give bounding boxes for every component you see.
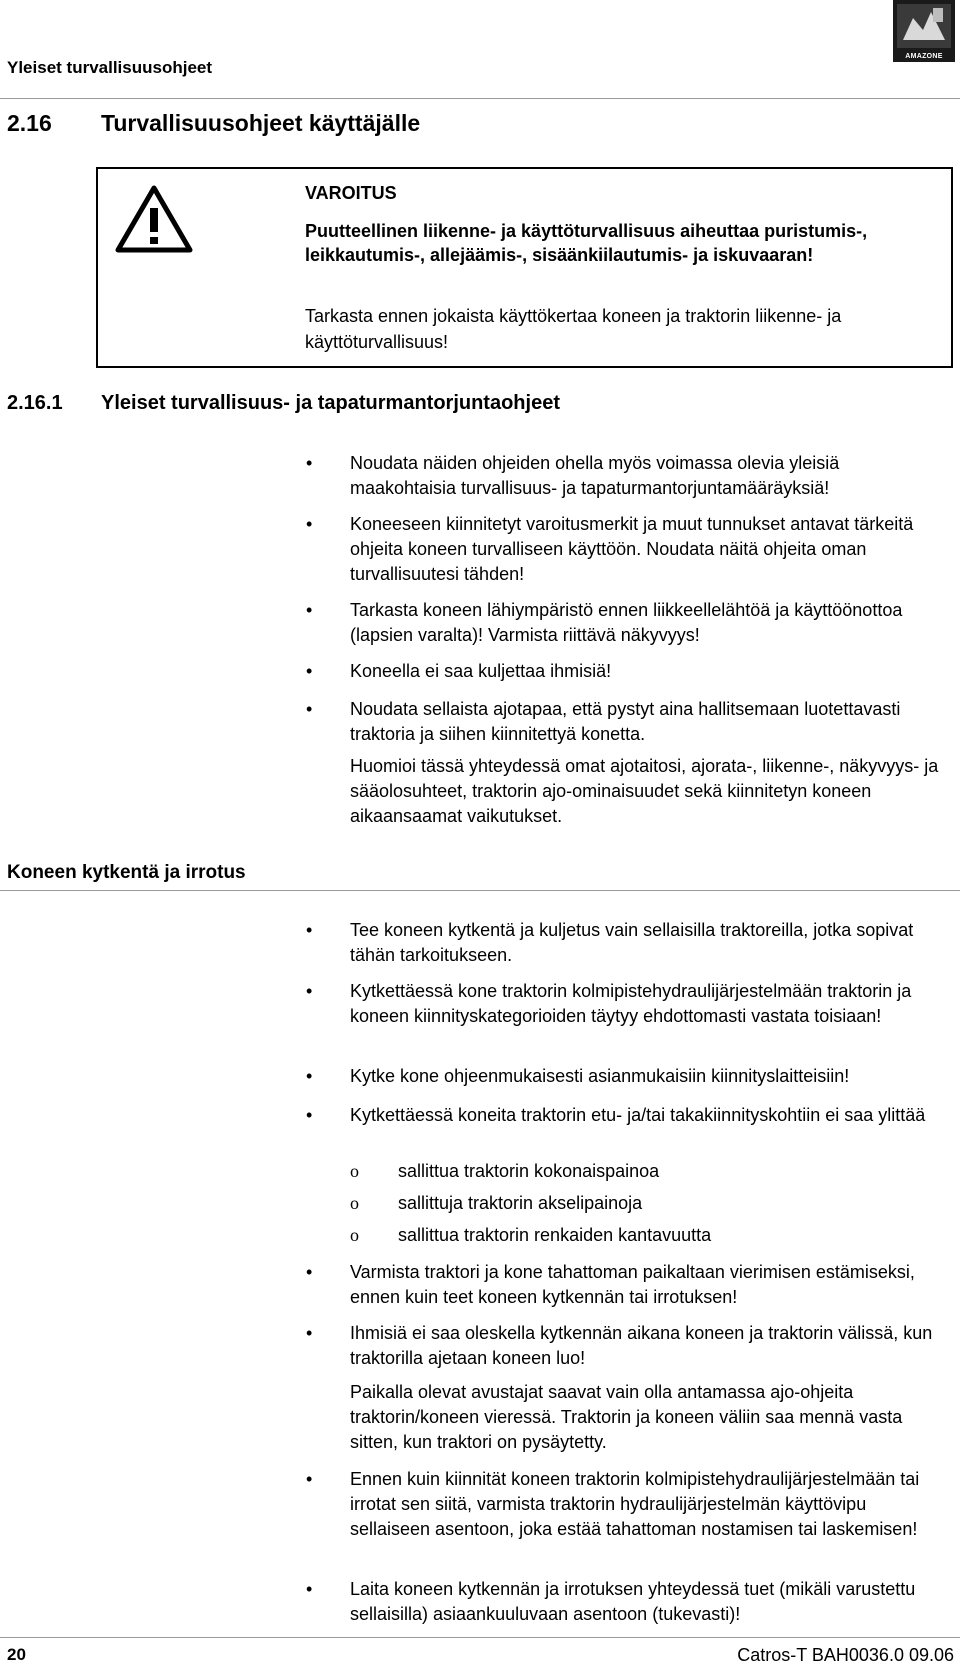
helpers-note: Paikalla olevat avustajat saavat vain olla antamassa ajo-ohjeita traktorin/koneen vieressä. Traktorin ja koneen väliin saa mennä vasta sitten, kun traktori on pysäytetty. bbox=[350, 1382, 903, 1452]
section-number: 2.16 bbox=[7, 110, 52, 136]
sub-list-item: o sallittuja traktorin akselipainoja bbox=[350, 1193, 643, 1213]
warning-hazard-text: Puutteellinen liikenne- ja käyttöturvallisuus aiheuttaa puristumis-, leikkautumis-, allejäämis-, sisäänkiilautumis- ja iskuvaaran! bbox=[305, 221, 868, 265]
sub-list-item: o sallittua traktorin renkaiden kantavuutta bbox=[350, 1225, 712, 1245]
list-item: • Varmista traktori ja kone tahattoman paikaltaan vierimisen estämiseksi, ennen kuin teet koneen kytkennän tai irrotuksen! bbox=[306, 1262, 915, 1307]
coupling-bullet-list bbox=[306, 1103, 950, 1128]
warning-triangle-icon bbox=[114, 182, 194, 254]
amazone-logo bbox=[893, 0, 955, 62]
warning-instruction-text: Tarkasta ennen jokaista käyttökertaa koneen ja traktorin liikenne- ja käyttöturvallisuus! bbox=[305, 306, 842, 352]
general-bullet-list bbox=[306, 598, 950, 648]
coupling-bullet-list bbox=[306, 918, 950, 968]
general-note: Huomioi tässä yhteydessä omat ajotaitosi, ajorata-, liikenne-, näkyvyys- ja sääolosuhteet, traktorin ajo-ominaisuudet sekä kiinnitetyn koneen aikaansaamat vaikutukset. bbox=[350, 756, 939, 826]
list-item: • Koneeseen kiinnitetyt varoitusmerkit ja muut tunnukset antavat tärkeitä ohjeita koneen turvalliseen käyttöön. Noudata näitä ohjeita oman turvallisuutesi tähden! bbox=[306, 514, 914, 584]
list-item: • Noudata sellaista ajotapaa, että pystyt aina hallitsemaan luotettavasti traktoria ja siihen kiinnitettyä konetta. bbox=[306, 699, 901, 744]
list-item: • Kytkettäessä kone traktorin kolmipistehydraulijärjestelmään traktorin ja koneen kiinnityskategorioiden täytyy ehdottomasti vastata toisiaan! bbox=[306, 981, 912, 1026]
general-bullet-list bbox=[306, 512, 950, 587]
subsection-number: 2.16.1 bbox=[7, 392, 63, 414]
list-item: • Ihmisiä ei saa oleskella kytkennän aikana koneen ja traktorin välissä, kun traktorilla ajetaan koneen luo! bbox=[306, 1323, 933, 1368]
list-item: • Ennen kuin kiinnität koneen traktorin kolmipistehydraulijärjestelmään tai irrotat sen siitä, varmista traktorin hydraulijärjestelmän käyttövipu sellaiseen asentoon, joka estää tahattoman nostamisen tai laskemisen! bbox=[306, 1469, 920, 1539]
coupling-bullet-list bbox=[306, 1467, 950, 1542]
warning-label: VAROITUS bbox=[305, 183, 397, 203]
section-title: Turvallisuusohjeet käyttäjälle bbox=[101, 110, 421, 136]
coupling-bullet-list bbox=[306, 1321, 950, 1371]
general-bullet-list bbox=[306, 659, 950, 684]
list-item: • Koneella ei saa kuljettaa ihmisiä! bbox=[306, 661, 612, 681]
page-number: 20 bbox=[7, 1645, 26, 1664]
coupling-heading: Koneen kytkentä ja irrotus bbox=[7, 862, 246, 883]
coupling-rule bbox=[0, 890, 960, 891]
sub-list-item: o sallittua traktorin kokonaispainoa bbox=[350, 1161, 660, 1181]
list-item: • Kytkettäessä koneita traktorin etu- ja/tai takakiinnityskohtiin ei saa ylittää bbox=[306, 1105, 926, 1125]
list-item: • Kytke kone ohjeenmukaisesti asianmukaisiin kiinnityslaitteisiin! bbox=[306, 1066, 850, 1086]
coupling-bullet-list bbox=[306, 1064, 950, 1089]
coupling-bullet-list bbox=[306, 1577, 950, 1627]
general-bullet-list bbox=[306, 451, 950, 501]
list-item: • Tee koneen kytkentä ja kuljetus vain sellaisilla traktoreilla, jotka sopivat tähän tarkoitukseen. bbox=[306, 920, 914, 965]
coupling-bullet-list bbox=[306, 1260, 950, 1310]
limits-sublist bbox=[350, 1161, 950, 1257]
footer-rule bbox=[0, 1637, 960, 1638]
list-item: • Noudata näiden ohjeiden ohella myös voimassa olevia yleisiä maakohtaisia turvallisuus- ja tapaturmantorjuntamääräyksiä! bbox=[306, 453, 840, 498]
warning-box bbox=[96, 167, 953, 368]
subsection-title: Yleiset turvallisuus- ja tapaturmantorjuntaohjeet bbox=[101, 392, 560, 414]
list-item: • Tarkasta koneen lähiympäristö ennen liikkeellelähtöä ja käyttöönottoa (lapsien varalta)! Varmista riittävä näkyvyys! bbox=[306, 600, 903, 645]
document-id: Catros-T BAH0036.0 09.06 bbox=[737, 1645, 954, 1665]
header-rule bbox=[0, 98, 960, 99]
general-bullet-list bbox=[306, 697, 950, 747]
list-item: • Laita koneen kytkennän ja irrotuksen yhteydessä tuet (mikäli varustettu sellaisilla) asiaankuuluvaan asentoon (tukevasti)! bbox=[306, 1579, 916, 1624]
running-header: Yleiset turvallisuusohjeet bbox=[7, 58, 213, 77]
coupling-bullet-list bbox=[306, 979, 950, 1029]
logo-text: AMAZONE bbox=[905, 53, 943, 60]
